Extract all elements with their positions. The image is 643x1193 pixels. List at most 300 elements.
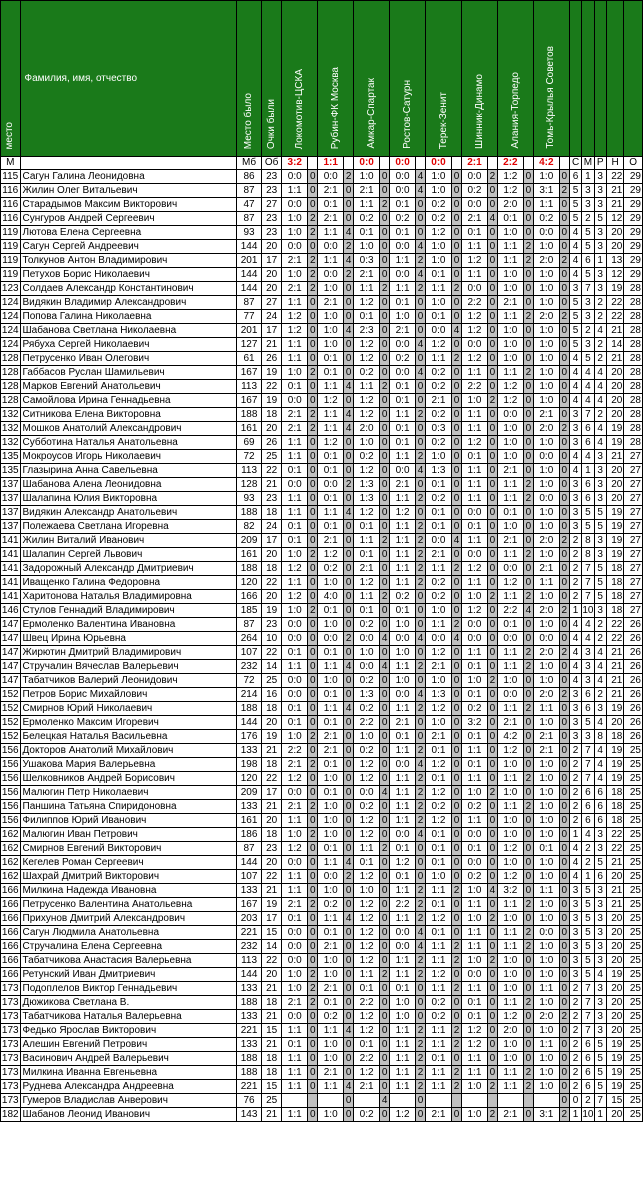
stat-n-cell: 19 — [606, 772, 623, 786]
was-place-cell: 161 — [237, 548, 262, 562]
stat-r-cell: 3 — [594, 464, 606, 478]
was-place-cell: 144 — [237, 856, 262, 870]
points-cell: 0 — [523, 814, 533, 828]
points-cell: 0 — [379, 646, 389, 660]
was-place-cell: 133 — [237, 744, 262, 758]
forecast-cell: 1:0 — [533, 1066, 559, 1080]
forecast-cell: 2:0 — [533, 1010, 559, 1024]
forecast-cell: 1:1 — [318, 254, 344, 268]
was-place-cell: 198 — [237, 758, 262, 772]
stat-m-cell: 4 — [582, 828, 594, 842]
was-place-cell: 87 — [237, 296, 262, 310]
forecast-cell: 0:2 — [354, 618, 380, 632]
table-row — [1, 534, 643, 548]
forecast-cell: 1:2 — [354, 1010, 380, 1024]
name-cell: Петухов Борис Николаевич — [20, 268, 237, 282]
was-place-cell: 86 — [237, 170, 262, 184]
stat-n-cell: 18 — [606, 786, 623, 800]
forecast-cell: 2:1 — [426, 730, 452, 744]
was-points-cell: 19 — [261, 604, 282, 618]
forecast-cell: 1:1 — [498, 1080, 524, 1094]
stat-o-cell: 25 — [624, 758, 643, 772]
table-row — [1, 338, 643, 352]
stat-o-cell: 29 — [624, 254, 643, 268]
points-cell: 0 — [379, 324, 389, 338]
forecast-cell: 1:1 — [282, 870, 308, 884]
points-cell: 0 — [379, 716, 389, 730]
place-cell: 141 — [1, 591, 19, 602]
stat-n-cell: 12 — [606, 212, 623, 226]
points-cell: 0 — [308, 940, 318, 954]
forecast-cell: 1:2 — [354, 954, 380, 968]
table-row — [1, 912, 643, 926]
stat-o-cell: 28 — [624, 310, 643, 324]
forecast-cell: 0:1 — [426, 856, 452, 870]
points-cell: 0 — [379, 450, 389, 464]
stat-m-cell: 2 — [582, 212, 594, 226]
place-cell: 173 — [1, 1039, 19, 1050]
stat-n-cell: 15 — [606, 1094, 623, 1108]
place-cell: 141 — [1, 549, 19, 560]
was-place-cell: 185 — [237, 604, 262, 618]
forecast-cell: 0:1 — [390, 296, 416, 310]
stat-o-cell: 27 — [624, 464, 643, 478]
stat-o-cell: 25 — [624, 912, 643, 926]
stat-n-cell: 19 — [606, 758, 623, 772]
points-cell: 0 — [308, 744, 318, 758]
points-cell: 0 — [451, 422, 461, 436]
forecast-cell: 2:1 — [426, 660, 452, 674]
forecast-cell: 1:0 — [498, 856, 524, 870]
name-cell: Жилин Олег Витальевич — [20, 184, 237, 198]
stat-m-cell: 10 — [582, 605, 594, 616]
points-cell: 0 — [308, 170, 318, 184]
points-cell: 0 — [379, 520, 389, 534]
was-points-cell: 20 — [261, 814, 282, 828]
was-points-cell: 10 — [261, 632, 282, 646]
points-cell: 0 — [487, 758, 497, 772]
sub-blank — [20, 157, 237, 170]
stat-o-cell: 28 — [624, 436, 643, 450]
forecast-cell: 1:0 — [318, 576, 344, 590]
points-cell: 4 — [344, 226, 354, 240]
forecast-cell: 2:0 — [533, 688, 559, 702]
points-cell: 0 — [308, 1024, 318, 1038]
points-cell: 0 — [487, 926, 497, 940]
stat-r-cell: 3 — [594, 982, 606, 996]
forecast-cell: 1:2 — [462, 1038, 488, 1052]
stat-m-cell: 5 — [582, 898, 594, 912]
was-points-cell: 20 — [261, 240, 282, 254]
stat-m-cell: 5 — [582, 352, 594, 366]
forecast-cell: 2:1 — [282, 282, 308, 296]
forecast-cell: 0:2 — [318, 562, 344, 576]
points-cell: 0 — [344, 898, 354, 912]
forecast-cell: 1:0 — [498, 814, 524, 828]
points-cell: 0 — [523, 716, 533, 730]
sub-s: С — [569, 157, 581, 170]
sub-ob: Об — [261, 157, 282, 170]
stat-m-cell: 4 — [582, 380, 594, 394]
forecast-cell: 1:1 — [426, 940, 452, 954]
forecast-cell: 1:1 — [426, 1080, 452, 1094]
header-match-4: Ростов-Сатурн — [390, 1, 426, 157]
forecast-cell: 1:1 — [318, 660, 344, 674]
forecast-cell: 0:1 — [462, 520, 488, 534]
header-row — [1, 1, 643, 157]
table-row — [1, 926, 643, 940]
stat-n-cell: 21 — [606, 674, 623, 688]
stat-n-cell: 20 — [606, 870, 623, 884]
forecast-cell: 0:1 — [426, 898, 452, 912]
name-cell: Задорожный Александр Дмитриевич — [20, 562, 237, 576]
stat-r-cell: 5 — [594, 590, 606, 604]
points-cell: 0 — [379, 506, 389, 520]
forecast-cell: 0:1 — [390, 226, 416, 240]
forecast-cell: 3:1 — [533, 184, 559, 198]
stat-o-cell: 26 — [624, 702, 643, 716]
points-cell: 0 — [559, 520, 569, 534]
points-cell: 0 — [415, 842, 425, 856]
was-place-cell: 93 — [237, 226, 262, 240]
points-cell: 0 — [344, 520, 354, 534]
place-cell: 182 — [1, 1109, 19, 1120]
was-points-cell: 15 — [261, 926, 282, 940]
forecast-cell: 0:0 — [282, 954, 308, 968]
points-cell: 2 — [415, 660, 425, 674]
points-cell: 0 — [523, 212, 533, 226]
was-points-cell: 21 — [261, 1010, 282, 1024]
was-points-cell: 18 — [261, 562, 282, 576]
forecast-cell: 1:0 — [498, 1052, 524, 1066]
points-cell: 2 — [523, 310, 533, 324]
points-cell: 0 — [308, 660, 318, 674]
stat-n-cell: 20 — [606, 1010, 623, 1024]
name-cell: Петрусенко Валентина Анатольевна — [20, 898, 237, 912]
place-cell: 173 — [1, 1081, 19, 1092]
points-cell: 2 — [523, 940, 533, 954]
points-cell: 0 — [344, 772, 354, 786]
forecast-cell: 0:1 — [426, 1052, 452, 1066]
forecast-cell: 1:1 — [390, 1024, 416, 1038]
stat-m-cell: 5 — [582, 968, 594, 982]
points-cell: 0 — [379, 408, 389, 422]
was-place-cell: 161 — [237, 422, 262, 436]
place-cell: 152 — [1, 689, 19, 700]
table-row — [1, 562, 643, 576]
points-cell: 2 — [415, 1024, 425, 1038]
forecast-cell: 1:2 — [426, 702, 452, 716]
points-cell: 0 — [415, 1094, 425, 1108]
stat-o-cell: 25 — [624, 1038, 643, 1052]
stat-m-cell: 5 — [582, 940, 594, 954]
table-row — [1, 1052, 643, 1066]
forecast-cell: 1:1 — [462, 744, 488, 758]
stat-s-cell: 3 — [569, 688, 581, 702]
stat-o-cell: 25 — [624, 1010, 643, 1024]
stat-m-cell: 1 — [582, 870, 594, 884]
place-cell: 141 — [1, 563, 19, 574]
stat-o-cell: 25 — [624, 772, 643, 786]
points-cell: 2 — [523, 660, 533, 674]
forecast-cell: 0:1 — [426, 520, 452, 534]
points-cell: 2 — [523, 702, 533, 716]
stat-n-cell: 19 — [606, 282, 623, 296]
forecast-cell: 0:0 — [390, 758, 416, 772]
stat-o-cell: 27 — [624, 576, 643, 590]
table-row — [1, 352, 643, 366]
points-cell: 0 — [344, 394, 354, 408]
sub-pts-6 — [487, 157, 497, 170]
was-place-cell: 113 — [237, 380, 262, 394]
stat-s-cell: 2 — [569, 786, 581, 800]
stat-s-cell: 3 — [569, 940, 581, 954]
forecast-cell: 0:0 — [318, 240, 344, 254]
forecast-cell: 1:0 — [533, 520, 559, 534]
place-cell: 116 — [2, 213, 19, 224]
forecast-cell: 1:0 — [426, 674, 452, 688]
was-points-cell: 15 — [261, 1024, 282, 1038]
stat-s-cell: 5 — [569, 184, 581, 198]
points-cell: 0 — [379, 828, 389, 842]
points-cell: 2 — [308, 828, 318, 842]
forecast-cell: 1:2 — [354, 940, 380, 954]
stat-n-cell: 20 — [606, 1108, 623, 1122]
points-cell: 0 — [379, 352, 389, 366]
forecast-cell: 1:0 — [462, 884, 488, 898]
stat-o-cell: 25 — [624, 1080, 643, 1094]
table-row — [1, 772, 643, 786]
forecast-cell: 1:1 — [282, 506, 308, 520]
table-row — [1, 324, 643, 338]
place-cell: 156 — [1, 815, 19, 826]
place-cell: 128 — [1, 395, 19, 406]
points-cell: 2 — [559, 604, 569, 618]
points-cell: 0 — [379, 730, 389, 744]
stat-o-cell: 27 — [624, 590, 643, 604]
forecast-cell: 1:0 — [498, 758, 524, 772]
was-place-cell: 133 — [237, 884, 262, 898]
stat-n-cell: 22 — [606, 618, 623, 632]
points-cell: 0 — [415, 730, 425, 744]
forecast-cell: 2:1 — [282, 758, 308, 772]
points-cell: 0 — [559, 898, 569, 912]
was-place-cell: 133 — [237, 1038, 262, 1052]
points-cell: 2 — [559, 310, 569, 324]
stat-s-cell: 4 — [569, 366, 581, 380]
points-cell: 0 — [487, 968, 497, 982]
points-cell: 2 — [559, 534, 569, 548]
points-cell: 0 — [559, 268, 569, 282]
stat-o-cell: 25 — [624, 982, 643, 996]
forecast-cell: 1:0 — [282, 604, 308, 618]
was-points-cell: 18 — [261, 758, 282, 772]
stat-r-cell: 3 — [594, 282, 606, 296]
name-cell: Шабанов Леонид Иванович — [20, 1108, 237, 1122]
name-cell: Видякин Александр Анатольевич — [20, 506, 237, 520]
forecast-cell: 2:1 — [282, 408, 308, 422]
stat-o-cell: 27 — [624, 548, 643, 562]
forecast-cell: 2:1 — [462, 212, 488, 226]
forecast-cell: 1:0 — [533, 912, 559, 926]
stat-s-cell: 2 — [569, 982, 581, 996]
stat-o-cell: 25 — [624, 786, 643, 800]
forecast-cell: 0:3 — [354, 254, 380, 268]
was-points-cell: 25 — [261, 1094, 282, 1108]
forecast-cell: 0:1 — [354, 1038, 380, 1052]
points-cell: 0 — [344, 1052, 354, 1066]
stat-r-cell: 3 — [594, 898, 606, 912]
stat-n-cell: 20 — [606, 478, 623, 492]
forecast-cell: 1:0 — [533, 268, 559, 282]
forecast-cell: 0:1 — [318, 520, 344, 534]
points-cell: 0 — [559, 856, 569, 870]
points-cell: 0 — [308, 520, 318, 534]
sub-pts-2 — [344, 157, 354, 170]
points-cell: 2 — [523, 800, 533, 814]
forecast-cell: 0:1 — [426, 268, 452, 282]
points-cell: 0 — [487, 198, 497, 212]
stat-m-cell: 7 — [582, 1010, 594, 1024]
table-row — [1, 436, 643, 450]
table-row — [1, 898, 643, 912]
points-cell: 0 — [344, 338, 354, 352]
table-row — [1, 296, 643, 310]
points-cell: 0 — [487, 996, 497, 1010]
stat-s-cell: 1 — [569, 828, 581, 842]
name-cell: Шалапина Юлия Викторовна — [20, 492, 237, 506]
stat-s-cell: 3 — [569, 912, 581, 926]
forecast-cell: 1:1 — [318, 912, 344, 926]
place-cell: 115 — [2, 171, 19, 182]
points-cell: 2 — [451, 1038, 461, 1052]
points-cell: 0 — [344, 352, 354, 366]
points-cell: 2 — [415, 1080, 425, 1094]
forecast-cell: 0:2 — [354, 674, 380, 688]
forecast-cell: 0:2 — [426, 1010, 452, 1024]
stat-s-cell: 3 — [569, 954, 581, 968]
points-cell: 0 — [559, 198, 569, 212]
table-row — [1, 450, 643, 464]
stat-o-cell: 25 — [624, 940, 643, 954]
forecast-cell: 1:1 — [390, 1052, 416, 1066]
forecast-cell: 1:2 — [282, 562, 308, 576]
forecast-cell: 0:3 — [426, 422, 452, 436]
forecast-cell: 2:2 — [354, 1052, 380, 1066]
forecast-cell: 1:3 — [426, 464, 452, 478]
header-was-points: Очки были — [261, 1, 282, 157]
was-points-cell: 18 — [261, 996, 282, 1010]
table-row — [1, 1094, 643, 1108]
forecast-cell: 1:2 — [354, 576, 380, 590]
was-place-cell: 221 — [237, 1024, 262, 1038]
stat-o-cell: 25 — [624, 814, 643, 828]
stat-m-cell: 1 — [582, 170, 594, 184]
points-cell: 2 — [415, 814, 425, 828]
forecast-cell: 0:0 — [390, 184, 416, 198]
forecast-cell: 1:3 — [426, 688, 452, 702]
stat-r-cell: 3 — [594, 170, 606, 184]
points-cell: 0 — [559, 1080, 569, 1094]
points-cell: 0 — [451, 310, 461, 324]
points-cell: 0 — [559, 618, 569, 632]
points-cell: 0 — [308, 240, 318, 254]
stat-r-cell: 5 — [594, 212, 606, 226]
forecast-cell: 1:1 — [426, 982, 452, 996]
forecast-cell: 0:1 — [282, 380, 308, 394]
was-place-cell: 120 — [237, 576, 262, 590]
stat-o-cell: 25 — [624, 828, 643, 842]
points-cell: 0 — [559, 170, 569, 184]
forecast-cell: 1:0 — [390, 1010, 416, 1024]
forecast-cell: 2:0 — [533, 254, 559, 268]
points-cell: 0 — [379, 800, 389, 814]
points-cell: 0 — [415, 1108, 425, 1122]
points-cell: 0 — [344, 450, 354, 464]
points-cell: 2 — [523, 590, 533, 604]
stat-s-cell: 5 — [569, 310, 581, 324]
stat-m-cell: 7 — [582, 996, 594, 1010]
stat-o-cell: 25 — [624, 744, 643, 758]
place-cell: 166 — [1, 941, 19, 952]
stat-o-cell: 27 — [624, 534, 643, 548]
stat-m-cell: 4 — [582, 366, 594, 380]
forecast-cell: 1:1 — [354, 282, 380, 296]
was-points-cell: 21 — [261, 338, 282, 352]
forecast-cell: 1:1 — [282, 884, 308, 898]
stat-o-cell: 26 — [624, 688, 643, 702]
points-cell: 0 — [344, 436, 354, 450]
name-cell: Смирнов Евгений Викторович — [20, 842, 237, 856]
points-cell: 0 — [523, 436, 533, 450]
header-blank-1 — [569, 1, 581, 157]
forecast-cell: 1:1 — [462, 576, 488, 590]
points-cell: 0 — [451, 814, 461, 828]
forecast-cell: 1:1 — [390, 520, 416, 534]
points-cell: 0 — [451, 450, 461, 464]
stat-r-cell: 3 — [594, 926, 606, 940]
points-cell: 2 — [415, 912, 425, 926]
stat-o-cell: 28 — [624, 366, 643, 380]
points-cell: 2 — [523, 366, 533, 380]
forecast-cell: 1:2 — [498, 1010, 524, 1024]
was-place-cell: 72 — [237, 674, 262, 688]
points-cell: 0 — [415, 1010, 425, 1024]
points-cell — [451, 1094, 461, 1108]
forecast-cell: 0:1 — [462, 758, 488, 772]
points-cell: 0 — [379, 240, 389, 254]
forecast-cell: 0:1 — [390, 604, 416, 618]
forecast-cell: 1:1 — [426, 1066, 452, 1080]
points-cell: 0 — [487, 898, 497, 912]
forecast-cell: 0:2 — [426, 408, 452, 422]
forecast-cell: 1:2 — [498, 184, 524, 198]
place-cell: 124 — [1, 311, 19, 322]
forecast-cell: 2:1 — [498, 464, 524, 478]
points-cell: 2 — [415, 1038, 425, 1052]
points-cell: 0 — [415, 478, 425, 492]
stat-m-cell: 5 — [582, 716, 594, 730]
place-cell: 132 — [1, 437, 19, 448]
was-place-cell: 209 — [237, 534, 262, 548]
was-place-cell: 203 — [237, 912, 262, 926]
stat-s-cell: 4 — [569, 352, 581, 366]
points-cell: 0 — [523, 226, 533, 240]
forecast-cell: 1:1 — [282, 576, 308, 590]
forecast-cell: 1:1 — [462, 464, 488, 478]
forecast-cell: 1:2 — [462, 436, 488, 450]
points-cell: 2 — [308, 268, 318, 282]
